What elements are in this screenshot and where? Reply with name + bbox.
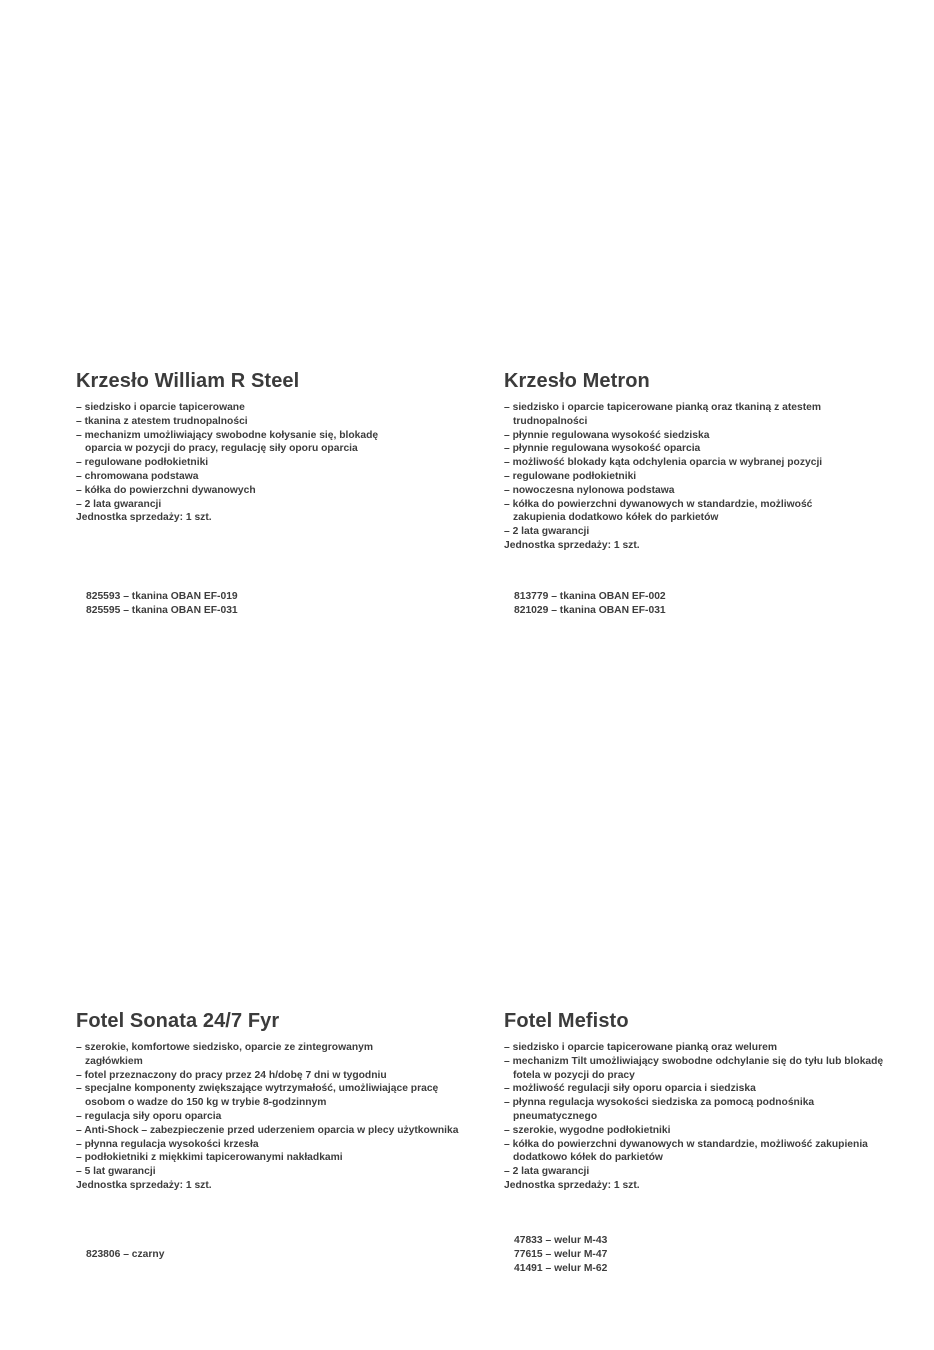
- feature-item: – siedzisko i oparcie tapicerowane pianką oraz tkaniną z atestem trudnopalności: [504, 402, 822, 427]
- product-card-mefisto: [504, 1009, 914, 1274]
- feature-item: – fotel przeznaczony do pracy przez 24 h/dobę 7 dni w tygodniu: [76, 1069, 387, 1081]
- feature-item: – płynna regulacja wysokości krzesła: [76, 1138, 259, 1150]
- product-title: Krzesło Metron: [504, 370, 650, 392]
- feature-item: – mechanizm Tilt umożliwiający swobodne odchylanie się do tyłu lub blokadę fotela w pozycji do pracy: [504, 1055, 884, 1081]
- variant-item: 821029 – tkanina OBAN EF-031: [514, 604, 666, 616]
- variant-item: 825593 – tkanina OBAN EF-019: [86, 591, 238, 602]
- feature-item: – siedzisko i oparcie tapicerowane pianką oraz welurem: [504, 1042, 777, 1053]
- feature-item: – płynna regulacja wysokości siedziska za pomocą podnośnika pneumatycznego: [504, 1097, 815, 1122]
- variant-item: 813779 – tkanina OBAN EF-002: [514, 591, 666, 602]
- variant-list: [76, 590, 238, 618]
- variant-item: 47833 – welur M-43: [514, 1235, 608, 1246]
- variant-item: 41491 – welur M-62: [514, 1262, 608, 1274]
- feature-item: – 2 lata gwarancji: [504, 1166, 590, 1178]
- feature-item: – specjalne komponenty zwiększające wytrzymałość, umożliwiające pracę osobom o wadze do 150 kg w trybie 8-godzinnym: [76, 1083, 439, 1109]
- feature-list: [76, 401, 486, 511]
- sales-unit: Jednostka sprzedaży: 1 szt.: [76, 512, 212, 524]
- product-title: Fotel Sonata 24/7 Fyr: [76, 1010, 280, 1032]
- feature-item: – możliwość blokady kąta odchylenia oparcia w wybranej pozycji: [504, 457, 823, 469]
- variant-list: [504, 1234, 607, 1275]
- feature-item: – regulowane podłokietniki: [76, 457, 209, 469]
- feature-item: – nowoczesna nylonowa podstawa: [504, 484, 675, 496]
- feature-item: – mechanizm umożliwiający swobodne kołysanie się, blokadę oparcia w pozycji do pracy, regulację siły oporu oparcia: [76, 429, 379, 455]
- feature-item: – regulowane podłokietniki: [504, 470, 637, 482]
- feature-item: – podłokietniki z miękkimi tapicerowanymi nakładkami: [76, 1152, 343, 1164]
- sales-unit: Jednostka sprzedaży: 1 szt.: [504, 1179, 640, 1191]
- feature-item: – tkanina z atestem trudnopalności: [76, 415, 248, 427]
- variant-item: 823806 – czarny: [86, 1249, 165, 1260]
- feature-item: – 2 lata gwarancji: [76, 498, 162, 510]
- feature-item: – kółka do powierzchni dywanowych: [76, 484, 256, 496]
- product-card-metron: [504, 369, 914, 616]
- variant-list: [76, 1248, 164, 1262]
- product-title: Krzesło William R Steel: [76, 370, 300, 392]
- feature-item: – szerokie, komfortowe siedzisko, oparcie ze zintegrowanym zagłówkiem: [76, 1042, 373, 1067]
- feature-item: – regulacja siły oporu oparcia: [76, 1110, 222, 1122]
- feature-item: – kółka do powierzchni dywanowych w standardzie, możliwość zakupienia dodatkowo kółek do parkietów: [504, 1138, 868, 1164]
- feature-item: – możliwość regulacji siły oporu oparcia i siedziska: [504, 1083, 756, 1095]
- feature-item: – chromowana podstawa: [76, 470, 199, 482]
- feature-list: [76, 1041, 486, 1179]
- feature-list: [504, 401, 914, 539]
- feature-item: – Anti-Shock – zabezpieczenie przed uderzeniem oparcia w plecy użytkownika: [76, 1124, 459, 1136]
- feature-item: – 5 lat gwarancji: [76, 1166, 156, 1178]
- feature-item: – płynnie regulowana wysokość oparcia: [504, 443, 701, 455]
- sales-unit: Jednostka sprzedaży: 1 szt.: [504, 539, 640, 551]
- feature-list: [504, 1041, 914, 1179]
- variant-item: 825595 – tkanina OBAN EF-031: [86, 604, 238, 616]
- product-card-william-r-steel: [76, 369, 486, 616]
- product-title: Fotel Mefisto: [504, 1010, 629, 1032]
- sales-unit: Jednostka sprzedaży: 1 szt.: [76, 1179, 212, 1191]
- feature-item: – siedzisko i oparcie tapicerowane: [76, 402, 245, 413]
- feature-item: – 2 lata gwarancji: [504, 526, 590, 538]
- feature-item: – płynnie regulowana wysokość siedziska: [504, 429, 710, 441]
- feature-item: – kółka do powierzchni dywanowych w standardzie, możliwość zakupienia dodatkowo kółek do parkietów: [504, 498, 813, 524]
- variant-list: [504, 590, 666, 618]
- feature-item: – szerokie, wygodne podłokietniki: [504, 1124, 671, 1136]
- variant-item: 77615 – welur M-47: [514, 1248, 608, 1260]
- product-card-sonata: [76, 1009, 486, 1260]
